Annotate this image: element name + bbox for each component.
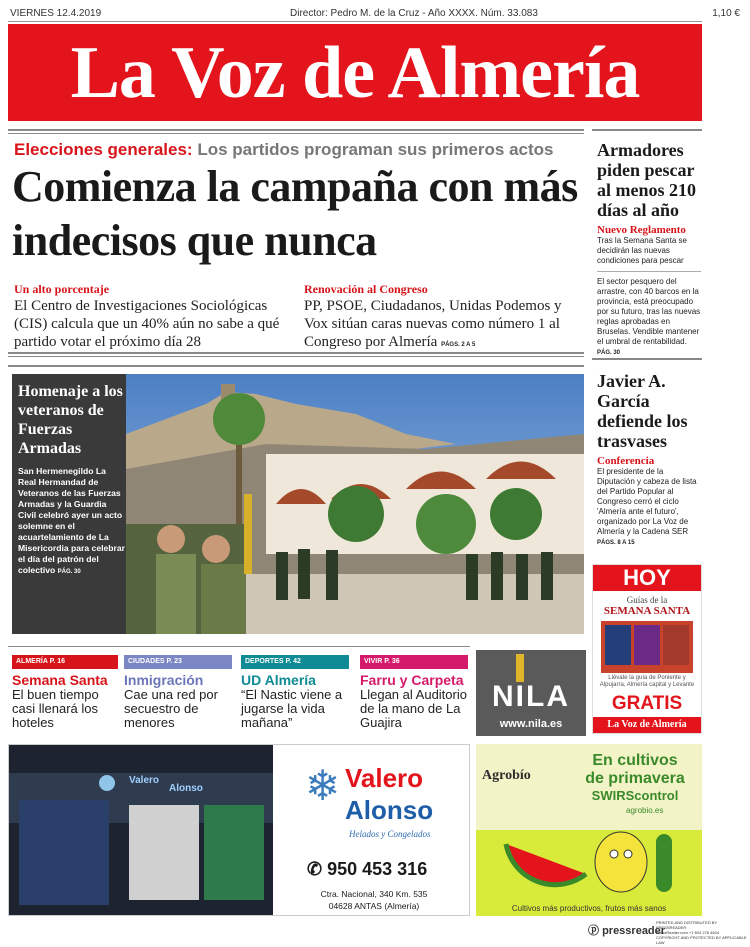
divider [592, 129, 702, 131]
section-text: “El Nastic viene a jugarse la vida mañana” [241, 687, 343, 730]
hoy-bottom-sub: La Voz de Almería [593, 717, 701, 733]
section-tag: VIVIR P. 36 [360, 655, 468, 669]
guide-covers-image [601, 621, 693, 673]
photo-story-title: Homenaje a los veteranos de Fuerzas Armadas [18, 383, 123, 457]
valero-phone [307, 859, 427, 880]
lead-kicker[interactable] [14, 140, 553, 160]
story-body-text: El sector pesquero del arrastre, con 40 barcos en la provincia, está preocupado por su futuro, tras las nuevas reglas aprobadas en Bruselas. Vendible mantener el umbral de rentabilidad. [597, 277, 701, 346]
valero-address-1: Ctra. Nacional, 340 Km. 535 [320, 889, 428, 899]
story-lead: Tras la Semana Santa se decidirán las nuevas condiciones para pescar [597, 236, 687, 265]
divider [8, 352, 584, 354]
section-tag: DEPORTES P. 42 [241, 655, 349, 669]
divider [8, 133, 584, 134]
valero-tagline: Helados y Congelados [349, 829, 431, 839]
agrobio-tagline: Cultivos más productivos, frutos más sanos [511, 904, 667, 913]
pressreader-label: pressreader [602, 925, 666, 937]
photo-story-panel[interactable] [12, 374, 126, 634]
pressreader-logo[interactable] [588, 922, 665, 938]
divider [8, 129, 584, 131]
price: 1,10 € [712, 8, 740, 19]
section-ciudades[interactable] [124, 655, 232, 730]
phone-icon: ✆ [307, 859, 323, 879]
ad-valero-alonso[interactable] [8, 744, 470, 916]
nila-name: NILA [492, 680, 570, 713]
top-divider [8, 21, 702, 22]
divider [592, 358, 702, 360]
trucks-photo-image [9, 745, 273, 915]
nila-url: www.nila.es [499, 718, 563, 730]
ceremony-photo-image [126, 374, 584, 634]
hoy-guide-big: SEMANA SANTA [603, 605, 691, 617]
agrobio-product: SWIRScontrol [591, 788, 679, 803]
story-title: Armadores piden pescar al menos 210 días al año [597, 140, 696, 220]
photo-story-body-text: San Hermenegildo La Real Hermandad de Veteranos de las Fuerzas Armadas y la Guardia Civil celebró ayer un acto solemne en el acuartelamiento de La Misericordia para celebrar el día del patrón del colectivo [18, 466, 125, 575]
truck-sign-1: Valero [129, 775, 160, 786]
valero-phone-number: 950 453 316 [327, 859, 428, 879]
nila-road-icon [516, 654, 524, 682]
story-body [597, 277, 701, 358]
agrobio-url: agrobio.es [626, 806, 664, 815]
story-kicker: Conferencia [597, 455, 655, 467]
page-ref: PÁGS. 8 A 15 [597, 540, 635, 546]
section-title: UD Almería [241, 672, 316, 688]
director-line: Director: Pedro M. de la Cruz - Año XXXX. Núm. 33.083 [290, 8, 538, 19]
section-tag: CIUDADES P. 23 [124, 655, 232, 669]
masthead[interactable] [8, 24, 702, 121]
story-body-text: El presidente de la Diputación y cabeza de lista del Partido Popular al Congreso cerró el ciclo 'Almería ante el futuro', organizado por La Voz de Almería y la Cadena SER [597, 467, 697, 536]
valero-address-2: 04628 ANTAS (Almería) [328, 901, 420, 911]
page-ref: PÁG. 30 [57, 569, 81, 575]
top-bar [10, 6, 740, 22]
fruit-illustration-image [496, 824, 686, 900]
lead-subitem-left[interactable] [14, 282, 298, 351]
section-vivir[interactable] [360, 655, 468, 730]
photo-ceremony[interactable] [126, 374, 584, 634]
page-ref: PÁGS. 2 A 5 [441, 342, 476, 348]
pressreader-note [656, 920, 748, 945]
lead-kicker-text: Los partidos programan sus primeros actos [197, 140, 554, 159]
agrobio-brand: Agrobío [482, 768, 531, 783]
story-title: Javier A. García defiende los trasvases [597, 371, 688, 451]
valero-brand-1: Valero [345, 763, 424, 793]
divider [597, 271, 701, 272]
story-body [597, 467, 701, 548]
divider [8, 365, 584, 367]
ad-hoy-guides[interactable] [592, 564, 702, 734]
section-title: Inmigración [124, 672, 204, 688]
section-text: Cae una red por secuestro de menores [124, 687, 218, 730]
issue-date: VIERNES 12.4.2019 [10, 8, 102, 19]
hoy-desc: Llévate la guía de Poniente y Alpujarra, Almería capital y Levante [599, 675, 695, 688]
hoy-label: HOY [593, 565, 701, 591]
story-kicker: Nuevo Reglamento [597, 224, 686, 236]
ad-nila[interactable] [476, 650, 586, 736]
story-garcia[interactable] [597, 371, 701, 548]
lead-headline[interactable]: Comienza la campaña con más indecisos que nunca [12, 162, 578, 265]
subitem-kicker: Un alto porcentaje [14, 282, 110, 296]
note-line: COPYRIGHT AND PROTECTED BY APPLICABLE LAW [656, 935, 747, 945]
page-ref: PÁG. 30 [597, 350, 621, 356]
note-line: PRINTED AND DISTRIBUTED BY PRESSREADER [656, 920, 718, 930]
truck-sign-2: Alonso [169, 783, 203, 794]
lead-subitem-right[interactable] [304, 282, 584, 354]
note-line: PressReader.com +1 604 278 4604 [656, 930, 720, 935]
section-title: Semana Santa [12, 672, 108, 688]
section-deportes[interactable] [241, 655, 349, 730]
section-almeria[interactable] [12, 655, 118, 730]
divider [8, 646, 470, 647]
pressreader-icon: ⓟ [588, 925, 599, 937]
subitem-text-body: PP, PSOE, Ciudadanos, Unidas Podemos y Vox sitúan caras nuevas como número 1 al Congreso por Almería [304, 298, 562, 350]
valero-brand-2: Alonso [345, 795, 434, 825]
hoy-gratis: GRATIS [611, 693, 683, 714]
snowflake-icon: ❄ [305, 764, 341, 810]
ad-agrobio[interactable] [476, 744, 702, 916]
photo-story-body [18, 466, 126, 578]
section-text: Llegan al Auditorio de la mano de La Guajira [360, 687, 467, 730]
subitem-kicker: Renovación al Congreso [304, 282, 428, 296]
masthead-title: La Voz de Almería [70, 32, 640, 114]
lead-kicker-label: Elecciones generales: [14, 140, 193, 159]
hoy-guide-small: Guías de la [626, 595, 668, 605]
agrobio-line2: de primavera [585, 770, 685, 787]
section-tag: ALMERÍA P. 16 [12, 655, 118, 669]
section-text: El buen tiempo casi llenará los hoteles [12, 687, 99, 730]
subitem-text: El Centro de Investigaciones Sociológicas (CIS) calcula que un 40% aún no sabe a qué partido votar el próximo día 28 [14, 298, 280, 350]
agrobio-line1: En cultivos [592, 752, 678, 769]
subitem-text [304, 297, 584, 354]
section-title: Farru y Carpeta [360, 672, 464, 688]
divider [8, 356, 584, 357]
story-armadores[interactable] [597, 140, 701, 358]
